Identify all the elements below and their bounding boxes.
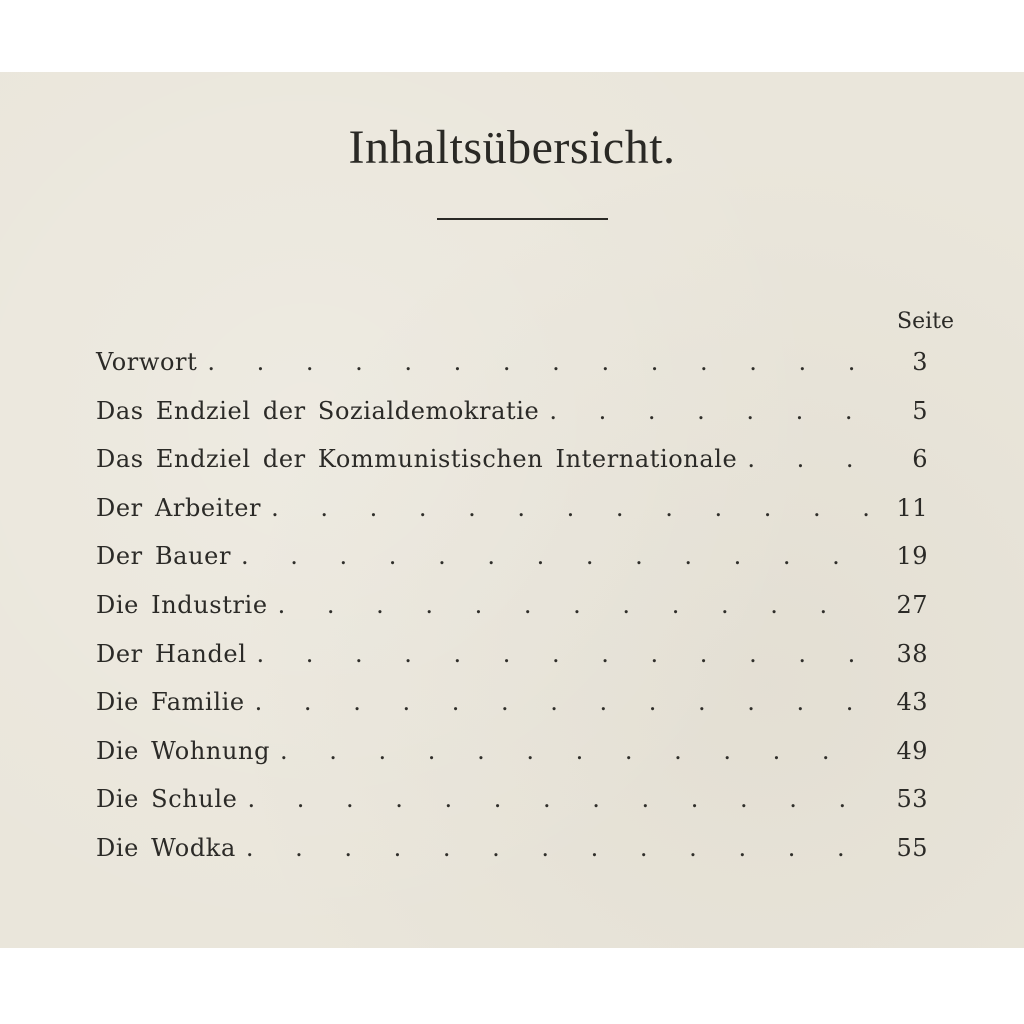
toc-entry xyxy=(96,685,928,734)
toc-entry xyxy=(96,637,928,686)
book-page xyxy=(0,72,1024,948)
toc-entry-title: Das Endziel der Kommunistischen Internationale xyxy=(96,445,738,474)
toc-entry-page: 49 xyxy=(896,736,928,765)
toc-entry xyxy=(96,345,928,394)
toc-entry-page: 43 xyxy=(896,688,928,717)
toc-entry xyxy=(96,394,928,443)
toc-entry-page: 55 xyxy=(896,833,928,862)
dot-leader xyxy=(236,831,870,865)
dot-leader xyxy=(237,782,870,816)
toc-entry-title: Der Handel xyxy=(96,639,247,668)
table-of-contents xyxy=(96,345,928,880)
toc-entry xyxy=(96,831,928,880)
toc-entry xyxy=(96,734,928,783)
toc-entry-page: 5 xyxy=(912,396,928,425)
toc-entry-title: Die Wodka xyxy=(96,833,236,862)
dot-leader xyxy=(261,491,870,525)
dot-leader xyxy=(270,734,870,768)
dot-leader xyxy=(231,539,870,573)
page-column-label: Seite xyxy=(897,309,954,334)
toc-entry-title: Vorwort xyxy=(96,348,198,376)
toc-entry xyxy=(96,782,928,831)
dot-leader xyxy=(246,637,870,671)
toc-entry-page: 53 xyxy=(896,785,928,814)
dot-leader xyxy=(737,442,870,476)
dot-leader xyxy=(245,685,870,719)
toc-entry-page: 11 xyxy=(896,493,928,522)
toc-entry xyxy=(96,588,928,637)
toc-entry-page: 3 xyxy=(912,348,928,376)
toc-entry-page: 38 xyxy=(896,639,928,668)
dot-leader xyxy=(197,345,870,379)
toc-entry-page: 6 xyxy=(912,445,928,474)
toc-entry-title: Der Arbeiter xyxy=(96,493,262,522)
toc-entry xyxy=(96,539,928,588)
toc-entry-title: Die Familie xyxy=(96,688,245,717)
toc-entry xyxy=(96,491,928,540)
toc-entry-title: Die Industrie xyxy=(96,590,268,619)
toc-entry-title: Das Endziel der Sozialdemokratie xyxy=(96,396,540,425)
dot-leader xyxy=(539,394,870,428)
toc-entry-page: 27 xyxy=(896,590,928,619)
toc-entry-title: Die Wohnung xyxy=(96,736,271,765)
toc-entry xyxy=(96,442,928,491)
toc-entry-page: 19 xyxy=(896,542,928,571)
toc-entry-title: Der Bauer xyxy=(96,542,232,571)
dot-leader xyxy=(268,588,870,622)
page-title: Inhaltsübersicht. xyxy=(348,121,676,174)
title-divider xyxy=(437,218,608,220)
toc-entry-title: Die Schule xyxy=(96,785,238,814)
